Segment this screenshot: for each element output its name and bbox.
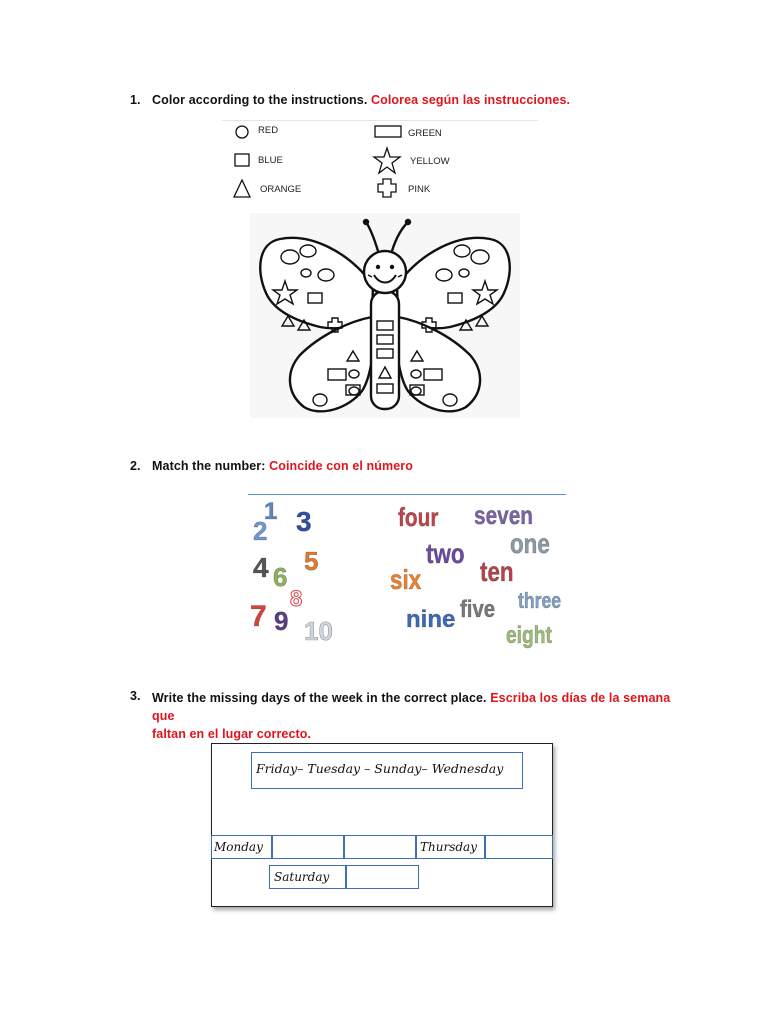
digit-4: 4 [253,552,269,583]
day-cell-monday [211,835,272,859]
legend-label-green: GREEN [408,128,442,139]
star-icon [374,148,400,173]
blank-cell-1[interactable] [272,835,344,859]
antenna-left [366,222,378,251]
digit-9: 9 [274,606,289,636]
digit-2: 2 [253,516,268,546]
legend-right-icons [372,122,404,202]
legend-label-blue: BLUE [258,155,283,166]
q1-instruction [152,93,570,107]
word-bank-box [251,752,523,789]
blank-cell-2[interactable] [344,835,416,859]
right-lower-wing [396,317,480,411]
butterfly-illustration [250,213,520,418]
legend-top-rule [222,120,538,121]
square-icon [235,154,249,166]
legend-left-icons [232,124,254,202]
word-ten: ten [480,556,514,587]
rectangle-icon [375,126,401,137]
q1-text-es: Colorea según las instrucciones. [371,93,571,107]
q2-instruction [152,459,413,473]
digit-8: 8 [290,586,303,611]
circle-icon [236,126,248,138]
q2-number: 2. [130,459,141,473]
q2-text-en: Match the number: [152,459,266,473]
blank-cell-3[interactable] [485,835,553,859]
digit-5: 5 [304,546,319,576]
word-six: six [390,564,422,595]
triangle-icon [234,180,250,197]
digit-1: 1 [264,498,278,525]
days-worksheet [211,743,553,907]
blank-cell-4[interactable] [346,865,419,889]
digit-6: 6 [273,562,288,592]
digit-3: 3 [296,506,312,537]
word-seven: seven [474,500,533,530]
cross-icon [378,179,396,197]
q3-text-es-1: Escriba los días de la semana que [152,691,671,723]
legend-label-red: RED [258,125,279,136]
legend-label-yellow: YELLOW [410,156,450,167]
shape-legend [222,118,540,204]
word-five: five [460,596,496,623]
antenna-right [392,222,408,251]
match-number-board [248,496,566,656]
word-three: three [518,588,562,613]
word-one: one [510,528,550,559]
q2-top-rule [248,494,566,495]
day-label-saturday: Saturday [274,870,330,884]
q3-instruction [152,689,672,743]
q3-text-en: Write the missing days of the week in the correct place. [152,691,487,705]
day-cell-saturday [269,865,346,889]
day-cell-thursday [416,835,485,859]
butterfly-body [371,291,399,409]
q1-text-en: Color according to the instructions. [152,93,368,107]
day-label-thursday: Thursday [420,840,477,854]
word-two: two [426,538,465,569]
legend-label-pink: PINK [408,184,431,195]
word-four: four [398,502,439,532]
word-eight: eight [506,622,552,649]
day-label-monday: Monday [214,840,263,854]
word-bank-text: Friday– Tuesday – Sunday– Wednesday [256,761,504,776]
digit-10: 10 [304,616,333,646]
q2-text-es: Coincide con el número [269,459,413,473]
butterfly-head [364,251,406,293]
digit-7: 7 [250,600,267,633]
q1-number: 1. [130,93,141,107]
legend-label-orange: ORANGE [260,184,302,195]
q3-text-es-2: faltan en el lugar correcto. [152,727,312,741]
butterfly-illustration-frame [250,213,520,418]
word-nine: nine [406,606,456,633]
q3-number: 3. [130,689,141,703]
